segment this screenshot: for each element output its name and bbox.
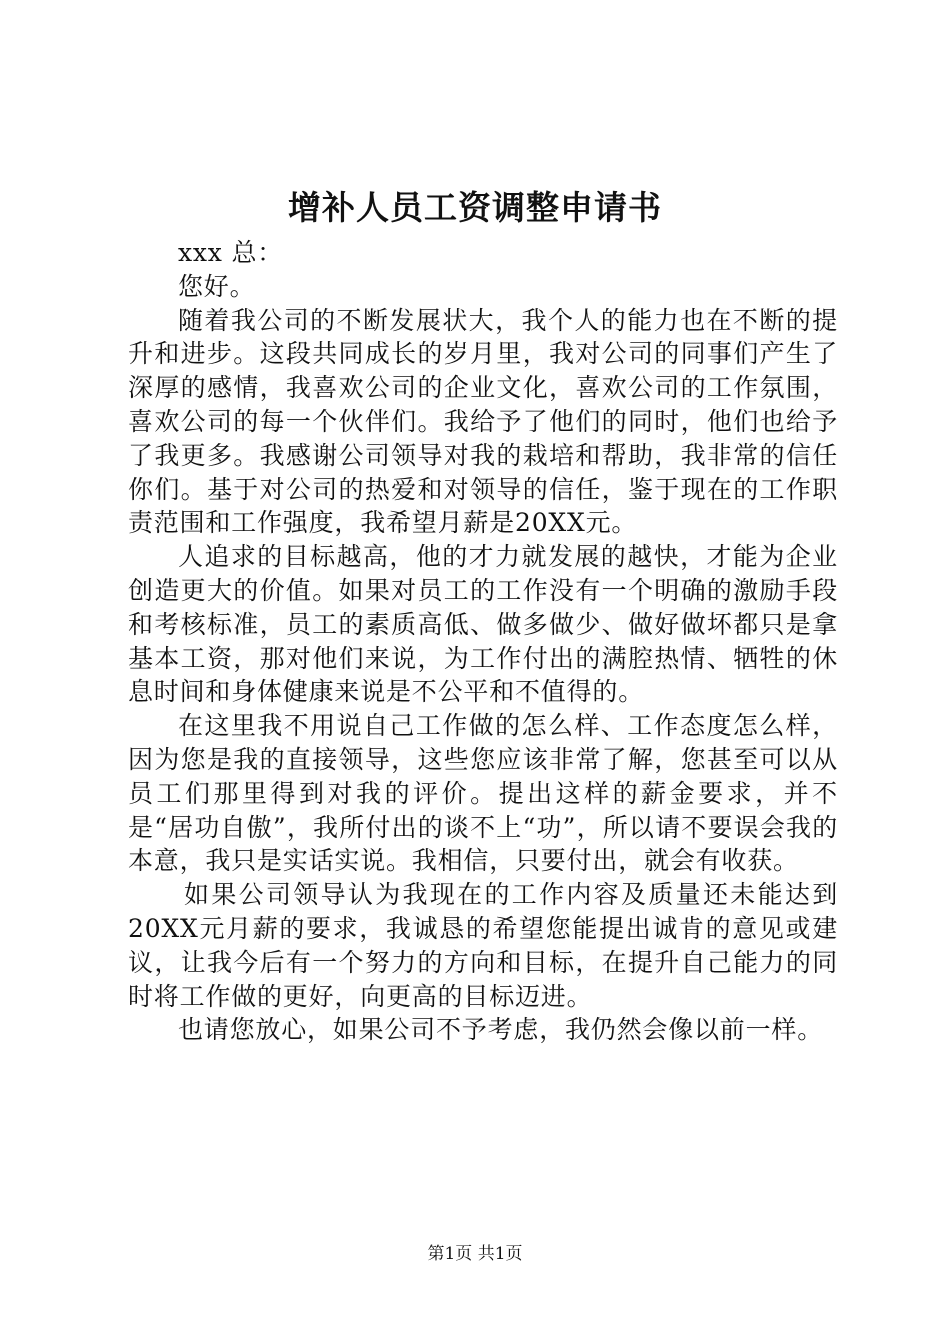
salutation: xxx 总： xyxy=(178,238,284,267)
page-footer: 第1页 共1页 xyxy=(427,1244,523,1264)
paragraph-4: 如果公司领导认为我现在的工作内容及质量还未能达到20XX元月薪的要求，我诚恳的希望您能提出诚肯的意见或建议，让我今后有一个努力的方向和目标，在提升自己能力的同时将工作做的更好，向更高的目标迈进。 xyxy=(128,880,838,1011)
greeting: 您好。 xyxy=(178,271,256,301)
document-title: 增补人员工资调整申请书 xyxy=(288,188,662,227)
paragraph-3: 在这里我不用说自己工作做的怎么样、工作态度怎么样，因为您是我的直接领导，这些您应该非常了解，您甚至可以从员工们那里得到对我的评价。提出这样的薪金要求，并不是“居功自傲”，我所付出的谈不上“功”，所以请不要误会我的本意，我只是实话实说。我相信，只要付出，就会有收获。 xyxy=(128,711,838,876)
paragraph-5: 也请您放心，如果公司不予考虑，我仍然会像以前一样。 xyxy=(178,1015,824,1045)
document-body xyxy=(128,236,838,1047)
paragraph-2: 人追求的目标越高，他的才力就发展的越快，才能为企业创造更大的价值。如果对员工的工作没有一个明确的激励手段和考核标准，员工的素质高低、做多做少、做好做坏都只是拿基本工资，那对他们来说，为工作付出的满腔热情、牺牲的休息时间和身体健康来说是不公平和不值得的。 xyxy=(128,542,838,707)
paragraph-1: 随着我公司的不断发展状大，我个人的能力也在不断的提升和进步。这段共同成长的岁月里，我对公司的同事们产生了深厚的感情，我喜欢公司的企业文化，喜欢公司的工作氛围，喜欢公司的每一个伙伴们。我给予了他们的同时，他们也给予了我更多。我感谢公司领导对我的栽培和帮助，我非常的信任你们。基于对公司的热爱和对领导的信任，鉴于现在的工作职责范围和工作强度，我希望月薪是20XX元。 xyxy=(128,305,838,538)
